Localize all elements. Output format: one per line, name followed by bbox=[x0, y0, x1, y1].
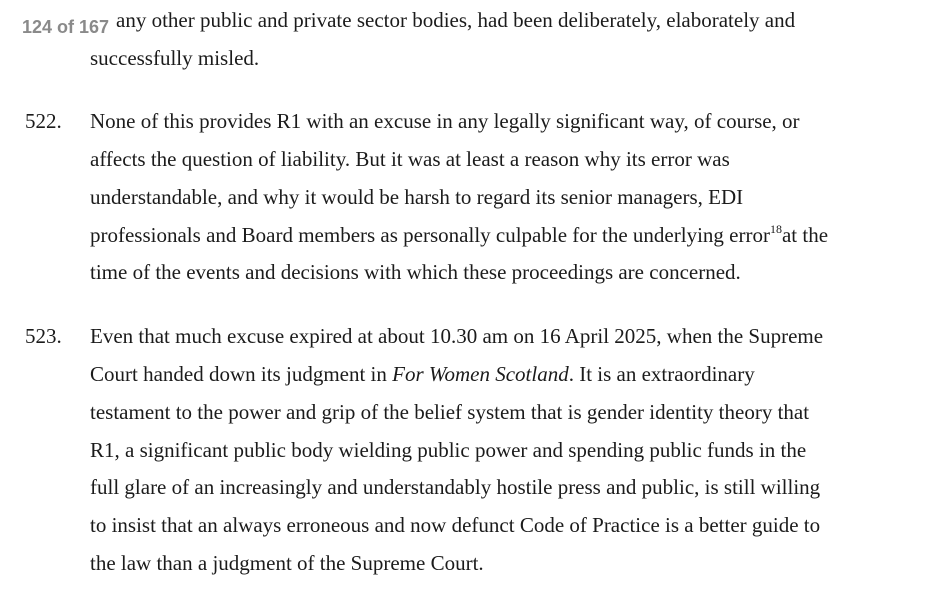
paragraph-line: None of this provides R1 with an excuse in any legally significant way, of course, or bbox=[90, 109, 800, 133]
paragraph-line: Even that much excuse expired at about 10.30 am on 16 April 2025, when the Supreme bbox=[90, 324, 824, 348]
paragraph-line-text: Court handed down its judgment in bbox=[90, 362, 393, 386]
case-name: For Women Scotland bbox=[392, 362, 569, 386]
paragraph-line: testament to the power and grip of the belief system that is gender identity theory that bbox=[90, 400, 810, 424]
continuation-line-2: successfully misled. bbox=[90, 46, 260, 70]
paragraph-line bbox=[90, 220, 828, 250]
paragraph-line-text: professionals and Board members as personally culpable for the underlying error bbox=[90, 223, 770, 247]
paragraph-number: 522. bbox=[25, 109, 62, 133]
paragraph-line: full glare of an increasingly and understandably hostile press and public, is still willing bbox=[90, 475, 821, 499]
continuation-line-1: any other public and private sector bodies, had been deliberately, elaborately and bbox=[116, 8, 796, 32]
paragraph-line-text: . It is an extraordinary bbox=[568, 362, 755, 386]
footnote-reference[interactable]: 18 bbox=[769, 222, 782, 236]
paragraph-line: R1, a significant public body wielding public power and spending public funds in the bbox=[90, 438, 807, 462]
paragraph-line: the law than a judgment of the Supreme Court. bbox=[90, 551, 484, 575]
paragraph-line: affects the question of liability. But it was at least a reason why its error was bbox=[90, 147, 730, 171]
paragraph-line-tail: at the bbox=[781, 223, 829, 247]
paragraph-line bbox=[90, 359, 755, 389]
paragraph-line: time of the events and decisions with which these proceedings are concerned. bbox=[90, 260, 741, 284]
paragraph-line: to insist that an always erroneous and now defunct Code of Practice is a better guide to bbox=[90, 513, 821, 537]
page-indicator: 124 of 167 bbox=[22, 17, 110, 37]
paragraph-line: understandable, and why it would be harsh to regard its senior managers, EDI bbox=[90, 185, 744, 209]
paragraph-number: 523. bbox=[25, 324, 62, 348]
